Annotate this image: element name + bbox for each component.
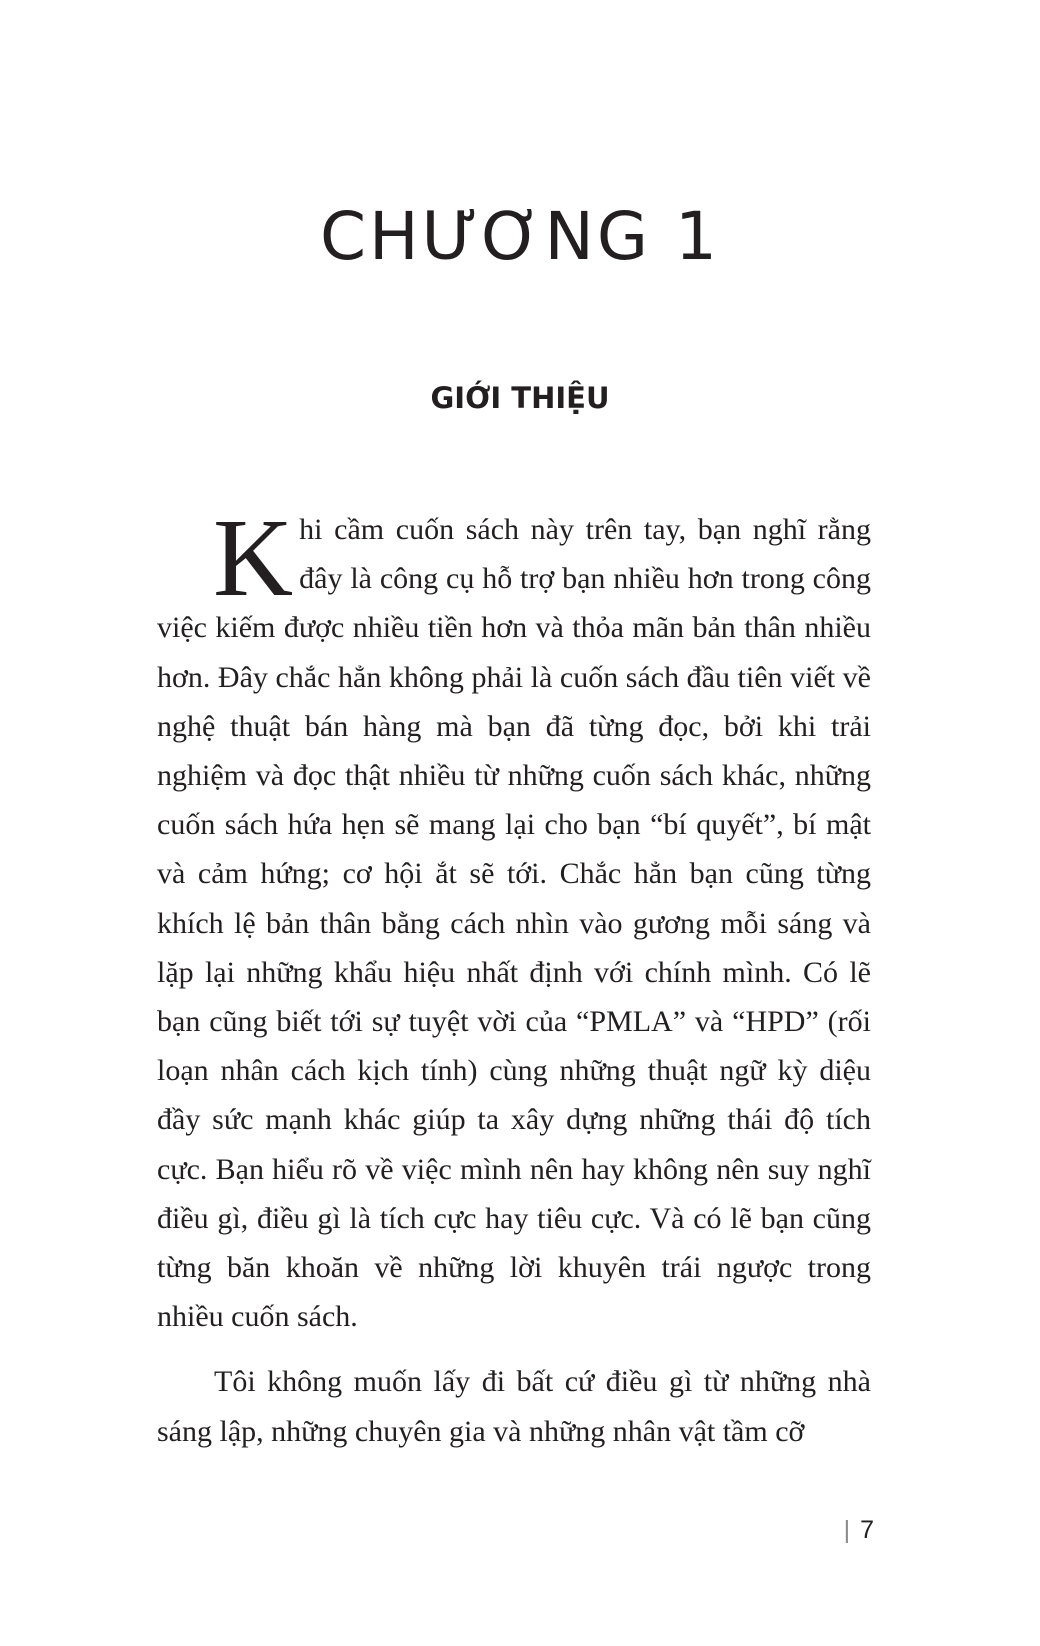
drop-cap: K (213, 497, 294, 620)
page-number: 7 (860, 1516, 874, 1544)
page-number-separator: | (843, 1516, 851, 1544)
chapter-subtitle: GIỚI THIỆU (430, 381, 610, 415)
paragraph-1 (157, 497, 871, 1341)
paragraph-1-text: hi cầm cuốn sách này trên tay, bạn nghĩ rằng đây là công cụ hỗ trợ bạn nhiều hơn trong công việc kiếm được nhiều tiền hơn và thỏa mãn bản thân nhiều hơn. Đây chắc hẳn không phải là cuốn sách đầu tiên viết về nghệ thuật bán hàng mà bạn đã từng đọc, bởi khi trải nghiệm và đọc thật nhiều từ những cuốn sách khác, những cuốn sách hứa hẹn sẽ mang lại cho bạn “bí quyết”, bí mật và cảm hứng; cơ hội ắt sẽ tới. Chắc hẳn bạn cũng từng khích lệ bản thân bằng cách nhìn vào gương mỗi sáng và lặp lại những khẩu hiệu nhất định với chính mình. Có lẽ bạn cũng biết tới sự tuyệt vời của “PMLA” và “HPD” (rối loạn nhân cách kịch tính) cùng những thuật ngữ kỳ diệu đầy sức mạnh khác giúp ta xây dựng những thái độ tích cực. Bạn hiểu rõ về việc mình nên hay không nên suy nghĩ điều gì, điều gì là tích cực hay tiêu cực. Và có lẽ bạn cũng từng băn khoăn về những lời khuyên trái ngược trong nhiều cuốn sách. (157, 513, 871, 1334)
page-footer (844, 1518, 874, 1543)
paragraph-2: Tôi không muốn lấy đi bất cứ điều gì từ những nhà sáng lập, những chuyên gia và những nhân vật tầm cỡ (157, 1365, 871, 1448)
chapter-heading: CHƯƠNG 1 (319, 198, 721, 275)
body-text (157, 497, 871, 1456)
